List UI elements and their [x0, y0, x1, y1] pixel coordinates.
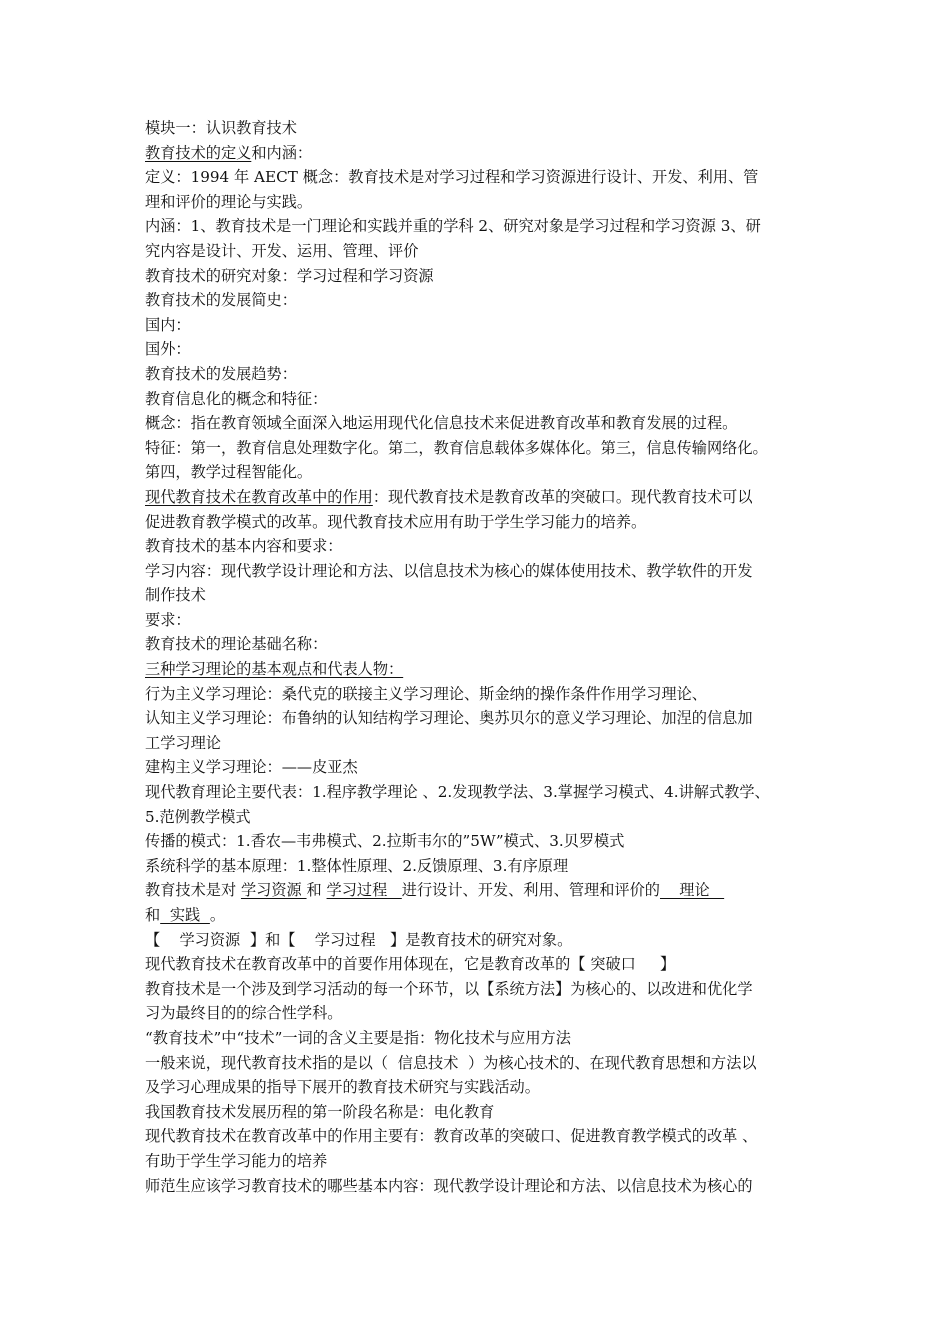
text-line: 工学习理论	[145, 733, 221, 752]
fill-blank-text: 。	[209, 906, 226, 924]
fill-blank-answer: 实践	[160, 906, 210, 924]
text-line: 一般来说，现代教育技术指的是以（ 信息技术 ）为核心技术的、在现代教育思想和方法以	[145, 1053, 757, 1072]
text-line: 制作技术	[145, 586, 206, 605]
text-line: 及学习心理成果的指导下展开的教育技术研究与实践活动。	[145, 1078, 540, 1097]
text-line: 促进教育教学模式的改革。现代教育技术应用有助于学生学习能力的培养。	[145, 512, 647, 531]
text-line: 要求：	[145, 610, 191, 629]
text-line: 师范生应该学习教育技术的哪些基本内容：现代教学设计理论和方法、以信息技术为核心的	[145, 1176, 753, 1195]
fill-blank-answer: 学习过程	[326, 881, 402, 900]
fill-blank-text: 教育技术是对	[145, 881, 241, 900]
text-line: 教育信息化的概念和特征：	[145, 389, 328, 408]
text-line: 5.范例教学模式	[145, 807, 251, 826]
reform-role-text: ：现代教育技术是教育改革的突破口。现代教育技术可以	[372, 487, 753, 506]
fill-blank-line	[145, 878, 815, 903]
text-line: 现代教育理论主要代表：1.程序教学理论 、2.发现教学法、3.掌握学习模式、4.讲解式教学、	[145, 783, 770, 802]
text-line: 概念：指在教育领域全面深入地运用现代化信息技术来促进教育改革和教育发展的过程。	[145, 414, 738, 433]
text-line: 现代教育技术在教育改革中的作用主要有：教育改革的突破口、促进教育教学模式的改革 、	[145, 1127, 758, 1146]
reform-role-line	[145, 485, 815, 510]
text-line: 系统科学的基本原理：1.整体性原理、2.反馈原理、3.有序原理	[145, 856, 569, 875]
fill-blank-text: 和	[306, 881, 327, 900]
fill-blank-text: 进行设计、开发、利用、管理和评价的	[401, 881, 660, 900]
learning-theory-heading	[145, 657, 815, 682]
text-line: 【 学习资源 】和【 学习过程 】是教育技术的研究对象。	[145, 930, 573, 949]
text-line: 有助于学生学习能力的培养	[145, 1151, 328, 1170]
text-line: 教育技术的基本内容和要求：	[145, 537, 343, 556]
definition-heading	[145, 141, 815, 166]
text-line: 国内：	[145, 315, 191, 334]
text-line: 究内容是设计、开发、运用、管理、评价	[145, 241, 419, 260]
document-body	[145, 116, 815, 1198]
text-line: 习为最终目的的综合性学科。	[145, 1004, 343, 1023]
text-line: 我国教育技术发展历程的第一阶段名称是：电化教育	[145, 1102, 495, 1121]
text-line: 教育技术的理论基础名称：	[145, 635, 328, 654]
fill-blank-line	[145, 903, 815, 928]
text-line: 定义：1994 年 AECT 概念：教育技术是对学习过程和学习资源进行设计、开发、利用、管	[145, 168, 759, 187]
text-line: 教育技术的研究对象：学习过程和学习资源	[145, 266, 434, 285]
text-line: 建构主义学习理论：——皮亚杰	[145, 758, 358, 777]
text-line: 第四，教学过程智能化。	[145, 463, 313, 482]
definition-heading-rest: 和内涵：	[251, 143, 313, 162]
fill-blank-answer: 理论	[659, 881, 725, 900]
text-line: 教育技术是一个涉及到学习活动的每一个环节，以【系统方法】为核心的、以改进和优化学	[145, 979, 753, 998]
reform-role-heading: 现代教育技术在教育改革中的作用	[145, 487, 373, 506]
text-line: 学习内容：现代教学设计理论和方法、以信息技术为核心的媒体使用技术、教学软件的开发	[145, 561, 753, 580]
module-heading: 模块一：认识教育技术	[145, 119, 297, 137]
text-line: 教育技术的发展简史：	[145, 291, 297, 310]
text-line: 教育技术的发展趋势：	[145, 364, 297, 383]
fill-blank-answer: 学习资源	[240, 881, 307, 900]
text-line: 理和评价的理论与实践。	[145, 192, 313, 211]
text-line: 现代教育技术在教育改革中的首要作用体现在，它是教育改革的【 突破口 】	[145, 955, 676, 974]
text-line: “教育技术”中“技术”一词的含义主要是指：物化技术与应用方法	[145, 1028, 571, 1047]
fill-blank-text: 和	[145, 906, 161, 924]
text-line: 传播的模式：1.香农—韦弗模式、2.拉斯韦尔的”5W”模式、3.贝罗模式	[145, 832, 625, 851]
text-line: 特征：第一，教育信息处理数字化。第二，教育信息载体多媒体化。第三，信息传输网络化。	[145, 438, 768, 457]
text-line: 认知主义学习理论：布鲁纳的认知结构学习理论、奥苏贝尔的意义学习理论、加涅的信息加	[145, 709, 753, 728]
learning-theory-heading-underlined: 三种学习理论的基本观点和代表人物：	[145, 660, 404, 679]
text-line: 国外：	[145, 340, 191, 359]
definition-heading-underlined: 教育技术的定义	[145, 143, 252, 162]
text-line: 行为主义学习理论：桑代克的联接主义学习理论、斯金纳的操作条件作用学习理论、	[145, 684, 707, 703]
text-line: 内涵：1、教育技术是一门理论和实践并重的学科 2、研究对象是学习过程和学习资源 3、研	[145, 217, 761, 236]
